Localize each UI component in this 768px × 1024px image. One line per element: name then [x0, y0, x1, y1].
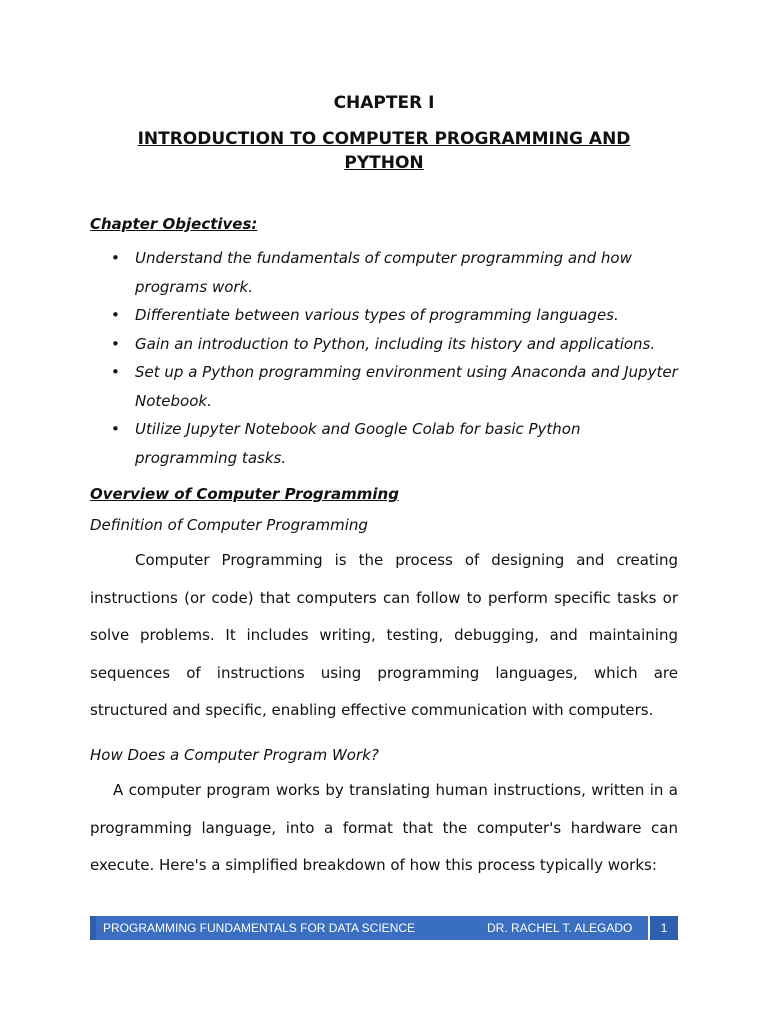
- footer-left-cap: [90, 916, 96, 940]
- bullet-icon: •: [111, 249, 120, 267]
- overview-heading: Overview of Computer Programming: [90, 485, 399, 503]
- footer-bar: [90, 916, 678, 940]
- bullet-icon: •: [111, 334, 120, 353]
- objective-text: Utilize Jupyter Notebook and Google Colab for basic Python programming tasks.: [135, 420, 581, 467]
- objectives-heading: Chapter Objectives:: [90, 215, 258, 233]
- chapter-title: INTRODUCTION TO COMPUTER PROGRAMMING AND PYTHON: [137, 129, 631, 173]
- objective-text: Gain an introduction to Python, including its history and applications.: [135, 334, 656, 353]
- page-number: 1: [650, 916, 678, 940]
- definition-subheading: Definition of Computer Programming: [90, 516, 368, 534]
- objectives-list: [90, 244, 680, 472]
- list-item: [90, 244, 680, 301]
- list-item: [90, 415, 680, 472]
- objective-text: Set up a Python programming environment using Anaconda and Jupyter Notebook.: [135, 363, 678, 410]
- footer-author: DR. RACHEL T. ALEGADO: [487, 921, 633, 935]
- chapter-label: CHAPTER I: [333, 93, 435, 113]
- bullet-icon: •: [111, 306, 120, 324]
- list-item: [90, 330, 680, 359]
- list-item: [90, 358, 680, 415]
- definition-paragraph: Computer Programming is the process of designing and creating instructions (or code) that computers can follow to perform specific tasks or solve problems. It includes writing, testing, debugging, and maintaining sequences of instructions using programming languages, which are structured and specific, enabling effective communication with computers.: [90, 551, 678, 720]
- bullet-icon: •: [111, 363, 120, 381]
- footer-course-title: PROGRAMMING FUNDAMENTALS FOR DATA SCIENCE: [103, 921, 416, 935]
- bullet-icon: •: [111, 420, 120, 438]
- objective-text: Understand the fundamentals of computer programming and how programs work.: [135, 249, 632, 296]
- objective-text: Differentiate between various types of programming languages.: [135, 306, 619, 324]
- how-it-works-paragraph: A computer program works by translating human instructions, written in a programming language, into a format that the computer's hardware can execute. Here's a simplified breakdown of how this process typically works:: [90, 781, 678, 875]
- how-it-works-subheading: How Does a Computer Program Work?: [90, 746, 379, 764]
- list-item: [90, 301, 680, 330]
